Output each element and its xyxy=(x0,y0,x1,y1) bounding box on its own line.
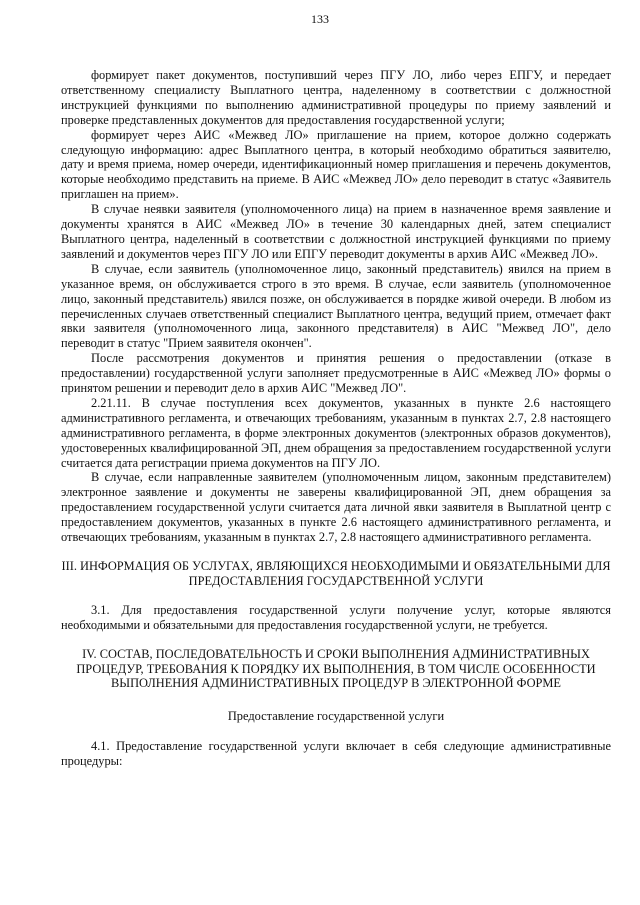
paragraph-no-show: В случае неявки заявителя (уполномоченного лица) на прием в назначенное время заявление и документы хранятся в АИС «Межвед ЛО» в течение 30 календарных дней, затем специалист Выплатного центра, наделенный в соответствии с должностной инструкцией функциями по приему заявлений и документов через ПГУ ЛО или ЕПГУ переводит документы в архив АИС «Межвед ЛО». xyxy=(61,202,611,261)
paragraph-invitation: формирует через АИС «Межвед ЛО» приглашение на прием, которое должно содержать следующую информацию: адрес Выплатного центра, в который необходимо обратиться заявителю, дату и время приема, номер очереди, идентификационный номер приглашения и перечень документов, которые необходимо представить на приеме. В АИС «Межвед ЛО» дело переводит в статус «Заявитель приглашен на прием». xyxy=(61,127,611,202)
document-body xyxy=(61,68,611,769)
paragraph-2-21-11: 2.21.11. В случае поступления всех документов, указанных в пункте 2.6 настоящего административного регламента, и отвечающих требованиям, указанным в пунктах 2.7, 2.8 настоящего административного регламента, в форме электронных документов (электронных образов документов), удостоверенных квалифицированной ЭП, днем обращения за предоставлением государственной услуги считается дата регистрации приема документов на ПГУ ЛО. xyxy=(61,395,611,470)
section-3-heading: III. ИНФОРМАЦИЯ ОБ УСЛУГАХ, ЯВЛЯЮЩИХСЯ НЕОБХОДИМЫМИ И ОБЯЗАТЕЛЬНЫМИ ДЛЯ ПРЕДОСТАВЛЕНИЯ ГОСУДАРСТВЕННОЙ УСЛУГИ xyxy=(61,559,611,588)
page-number: 133 xyxy=(311,12,329,26)
paragraph-4-1: 4.1. Предоставление государственной услуги включает в себя следующие административные процедуры: xyxy=(61,739,611,769)
paragraph-not-certified: В случае, если направленные заявителем (уполномоченным лицом, законным представителем) электронное заявление и документы не заверены квалифицированной ЭП, днем обращения за предоставлением государственной услуги считается дата личной явки заявителя в Выплатной центр с предоставлением документов, указанных в пункте 2.6 настоящего административного регламента, и отвечающих требованиям, указанным в пунктах 2.7, 2.8 настоящего административного регламента. xyxy=(61,470,611,545)
section-4-subheading: Предоставление государственной услуги xyxy=(227,709,445,724)
paragraph-3-1: 3.1. Для предоставления государственной услуги получение услуг, которые являются необходимыми и обязательными для предоставления государственной услуги, не требуется. xyxy=(61,602,611,632)
paragraph-after-review: После рассмотрения документов и принятия решения о предоставлении (отказе в предоставлении) государственной услуги заполняет предусмотренные в АИС «Межвед ЛО» формы о принятом решении и переводит дело в архив АИС "Межвед ЛО". xyxy=(61,351,611,396)
paragraph-appearance: В случае, если заявитель (уполномоченное лицо, законный представитель) явился на прием в указанное время, он обслуживается строго в это время. В случае, если заявитель (уполномоченное лицо, законный представитель) явился позже, он обслуживается в порядке живой очереди. В любом из перечисленных случаев ответственный специалист Выплатного центра, ведущий прием, отмечает факт явки заявителя (уполномоченного лица, законного представителя) в АИС "Межвед ЛО", дело переводит в статус "Прием заявителя окончен". xyxy=(61,261,611,351)
section-4-heading: IV. СОСТАВ, ПОСЛЕДОВАТЕЛЬНОСТЬ И СРОКИ ВЫПОЛНЕНИЯ АДМИНИСТРАТИВНЫХ ПРОЦЕДУР, ТРЕБОВАНИЯ К ПОРЯДКУ ИХ ВЫПОЛНЕНИЯ, В ТОМ ЧИСЛЕ ОСОБЕННОСТИ ВЫПОЛНЕНИЯ АДМИНИСТРАТИВНЫХ ПРОЦЕДУР В ЭЛЕКТРОННОЙ ФОРМЕ xyxy=(76,646,596,691)
paragraph-forms-package: формирует пакет документов, поступивший через ПГУ ЛО, либо через ЕПГУ, и передает ответственному специалисту Выплатного центра, наделенному в соответствии с должностной инструкцией функциями по выполнению административной процедуры по приему заявлений и проверке представленных документов для предоставления государственной услуги; xyxy=(61,68,611,127)
